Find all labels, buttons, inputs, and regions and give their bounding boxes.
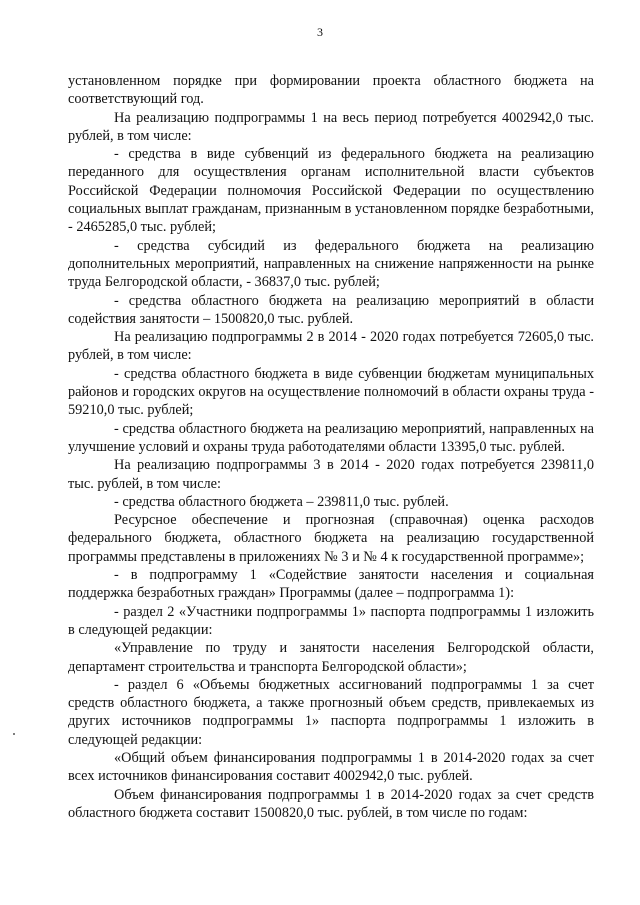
paragraph: - в подпрограмму 1 «Содействие занятости населения и социальная поддержка безработных граждан» Программы (далее – подпрограмма 1):: [68, 567, 594, 602]
paragraph: - средства областного бюджета – 239811,0 тыс. рублей.: [114, 493, 449, 510]
paragraph: - средства в виде субвенций из федерального бюджета на реализацию переданного для осуществления органам исполнительной власти субъектов Российской Федерации полномочия Российской Федерации по осуществлению социальных выплат гражданам, признанным в установленном порядке безработными, - 2465285,0 тыс. рублей;: [68, 146, 594, 236]
paragraph: установленном порядке при формировании проекта областного бюджета на соответствующий год.: [68, 73, 594, 108]
paragraph: Объем финансирования подпрограммы 1 в 2014-2020 годах за счет средств областного бюджета составит 1500820,0 тыс. рублей, в том числе по годам:: [68, 786, 594, 821]
paragraph: На реализацию подпрограммы 2 в 2014 - 2020 годах потребуется 72605,0 тыс. рублей, в том числе:: [68, 329, 594, 364]
paragraph: - средства субсидий из федерального бюджета на реализацию дополнительных мероприятий, направленных на снижение напряженности на рынке труда Белгородской области, - 36837,0 тыс. рублей;: [68, 237, 594, 291]
paragraph: «Общий объем финансирования подпрограммы 1 в 2014-2020 годах за счет всех источников финансирования составит 4002942,0 тыс. рублей.: [68, 749, 594, 785]
paragraph: На реализацию подпрограммы 1 на весь период потребуется 4002942,0 тыс. рублей, в том числе:: [68, 109, 594, 144]
page-number: 3: [317, 25, 323, 39]
paragraph: - раздел 2 «Участники подпрограммы 1» паспорта подпрограммы 1 изложить в следующей редакции:: [68, 603, 594, 638]
paragraph: - раздел 6 «Объемы бюджетных ассигнований подпрограммы 1 за счет средств областного бюджета, а также прогнозный объем средств, привлекаемых из других источников подпрограммы 1» паспорта подпрограммы 1 изложить в следующей редакции:: [68, 676, 594, 748]
paragraph: - средства областного бюджета на реализацию мероприятий в области содействия занятости – 1500820,0 тыс. рублей.: [68, 292, 594, 327]
paragraph: Ресурсное обеспечение и прогнозная (справочная) оценка расходов федерального бюджета, областного бюджета на реализацию государственной программы представлены в приложениях № 3 и № 4 к государственной программе»;: [68, 512, 594, 565]
paragraph: На реализацию подпрограммы 3 в 2014 - 2020 годах потребуется 239811,0 тыс. рублей, в том числе:: [68, 457, 594, 492]
document-body: [68, 72, 594, 822]
paragraph: - средства областного бюджета в виде субвенции бюджетам муниципальных районов и городских округов на осуществление полномочий в области охраны труда - 59210,0 тыс. рублей;: [68, 365, 594, 419]
paragraph: «Управление по труду и занятости населения Белгородской области, департамент строительства и транспорта Белгородской области»;: [68, 640, 594, 675]
scan-artifact-dot: [13, 733, 15, 735]
paragraph: - средства областного бюджета на реализацию мероприятий, направленных на улучшение условий и охраны труда работодателями области 13395,0 тыс. рублей.: [68, 420, 594, 455]
